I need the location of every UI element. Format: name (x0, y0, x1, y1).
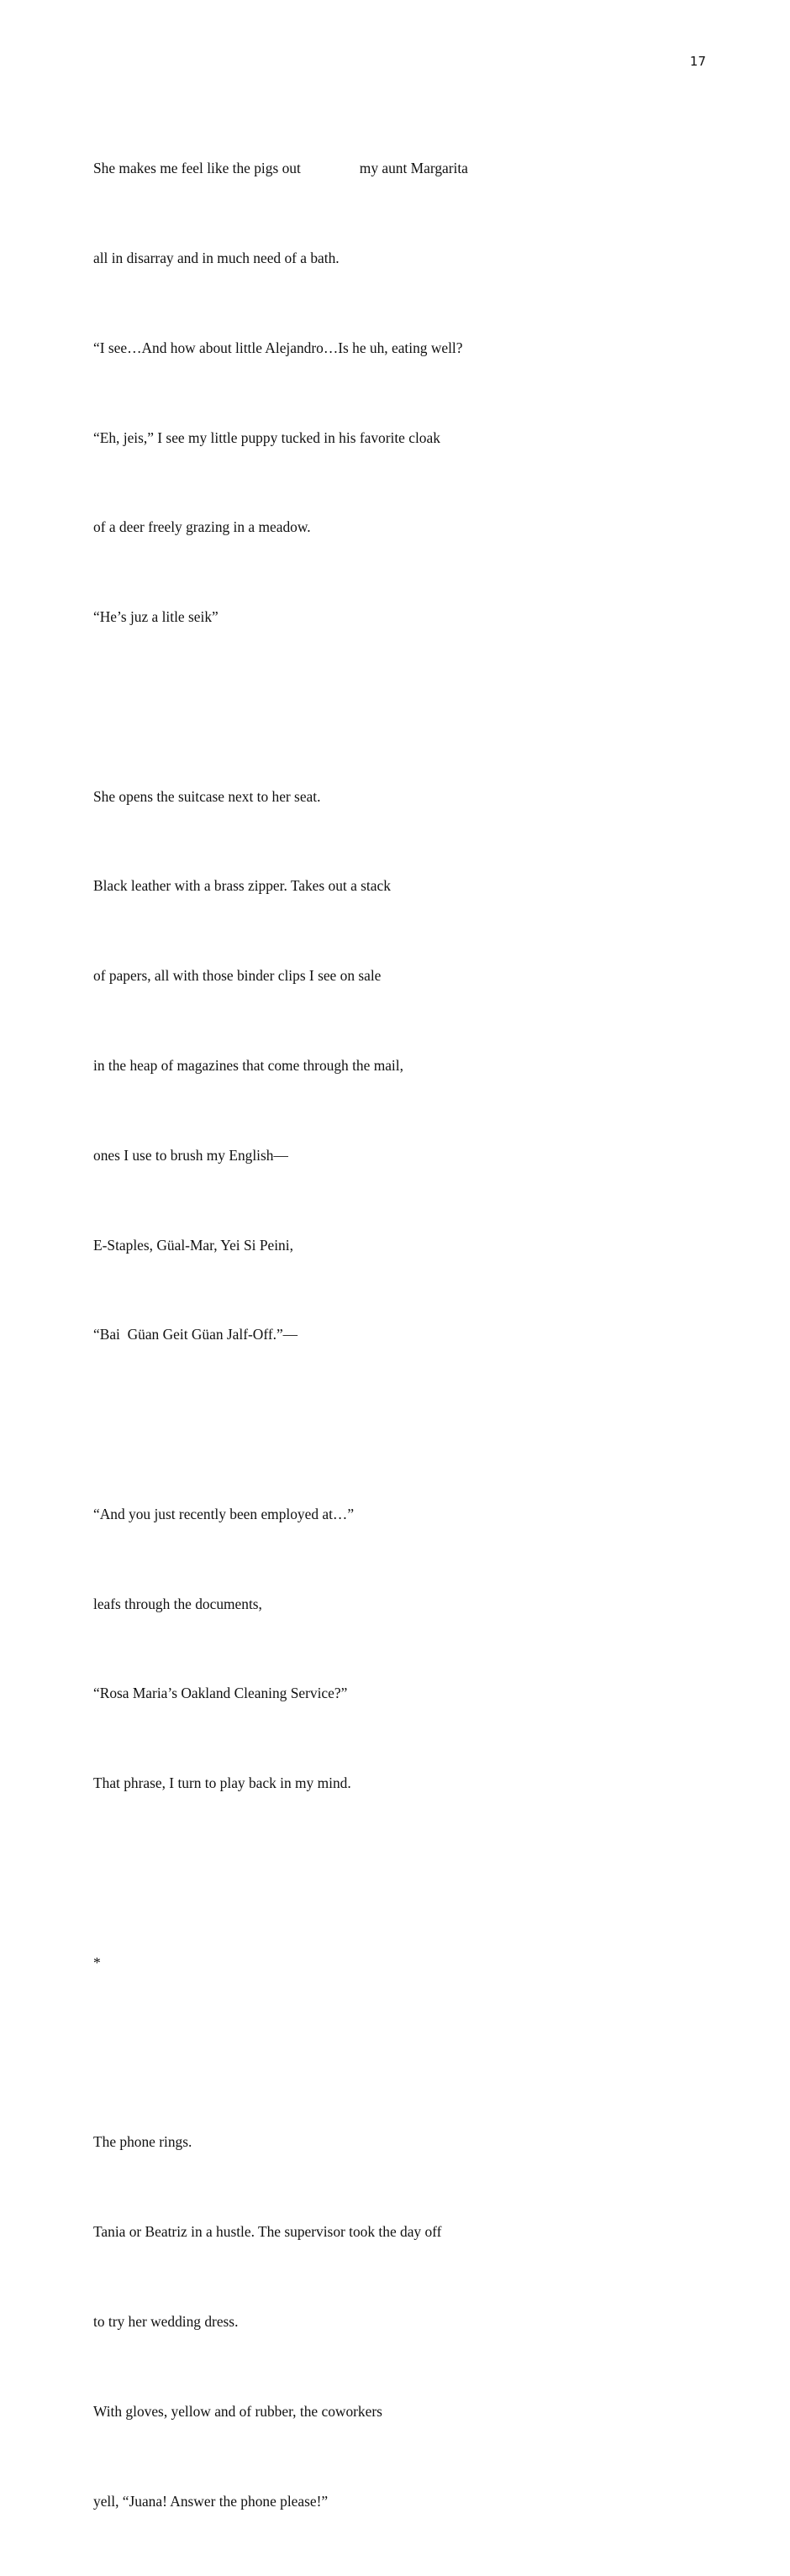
text-line: The phone rings. (93, 2133, 192, 2151)
text-line: in the heap of magazines that come through the mail, (93, 1057, 403, 1074)
blank-line (93, 1410, 698, 1440)
poem-body (93, 94, 698, 2576)
text-line: “And you just recently been employed at…” (93, 1505, 355, 1522)
text-line: Black leather with a brass zipper. Takes out a stack (93, 877, 391, 895)
text-line (93, 154, 698, 184)
page-number: 17 (689, 54, 706, 69)
text-line: of papers, all with those binder clips I see on sale (93, 967, 382, 985)
text-line: all in disarray and in much need of a bath. (93, 249, 340, 266)
text-line: yell, “Juana! Answer the phone please!” (93, 2492, 329, 2510)
text-line: “Eh, jeis,” I see my little puppy tucked in his favorite cloak (93, 428, 440, 446)
text-line: leafs through the documents, (93, 1595, 262, 1612)
blank-line (93, 2038, 698, 2069)
text-line: “Rosa Maria’s Oakland Cleaning Service?” (93, 1685, 348, 1702)
section-break-asterisk: * (93, 1953, 101, 1971)
text-line: She opens the suitcase next to her seat. (93, 787, 321, 805)
text-line: “He’s juz a litle seik” (93, 608, 219, 626)
text-line: to try her wedding dress. (93, 2312, 239, 2330)
blank-line (93, 1858, 698, 1889)
text-line: With gloves, yellow and of rubber, the coworkers (93, 2402, 382, 2420)
blank-line (93, 692, 698, 723)
text-line: E-Staples, Güal-Mar, Yei Si Peini, (93, 1236, 293, 1254)
text-line-part: my aunt Margarita (359, 160, 468, 177)
text-line: of a deer freely grazing in a meadow. (93, 518, 311, 536)
text-line: Tania or Beatriz in a hustle. The supervisor took the day off (93, 2223, 442, 2241)
text-line: “I see…And how about little Alejandro…Is he uh, eating well? (93, 339, 463, 356)
text-line-part: She makes me feel like the pigs out (93, 160, 301, 177)
text-line: That phrase, I turn to play back in my mind. (93, 1774, 351, 1792)
text-line: “Bai Güan Geit Güan Jalf-Off.”— (93, 1326, 298, 1343)
text-line: ones I use to brush my English— (93, 1146, 288, 1164)
